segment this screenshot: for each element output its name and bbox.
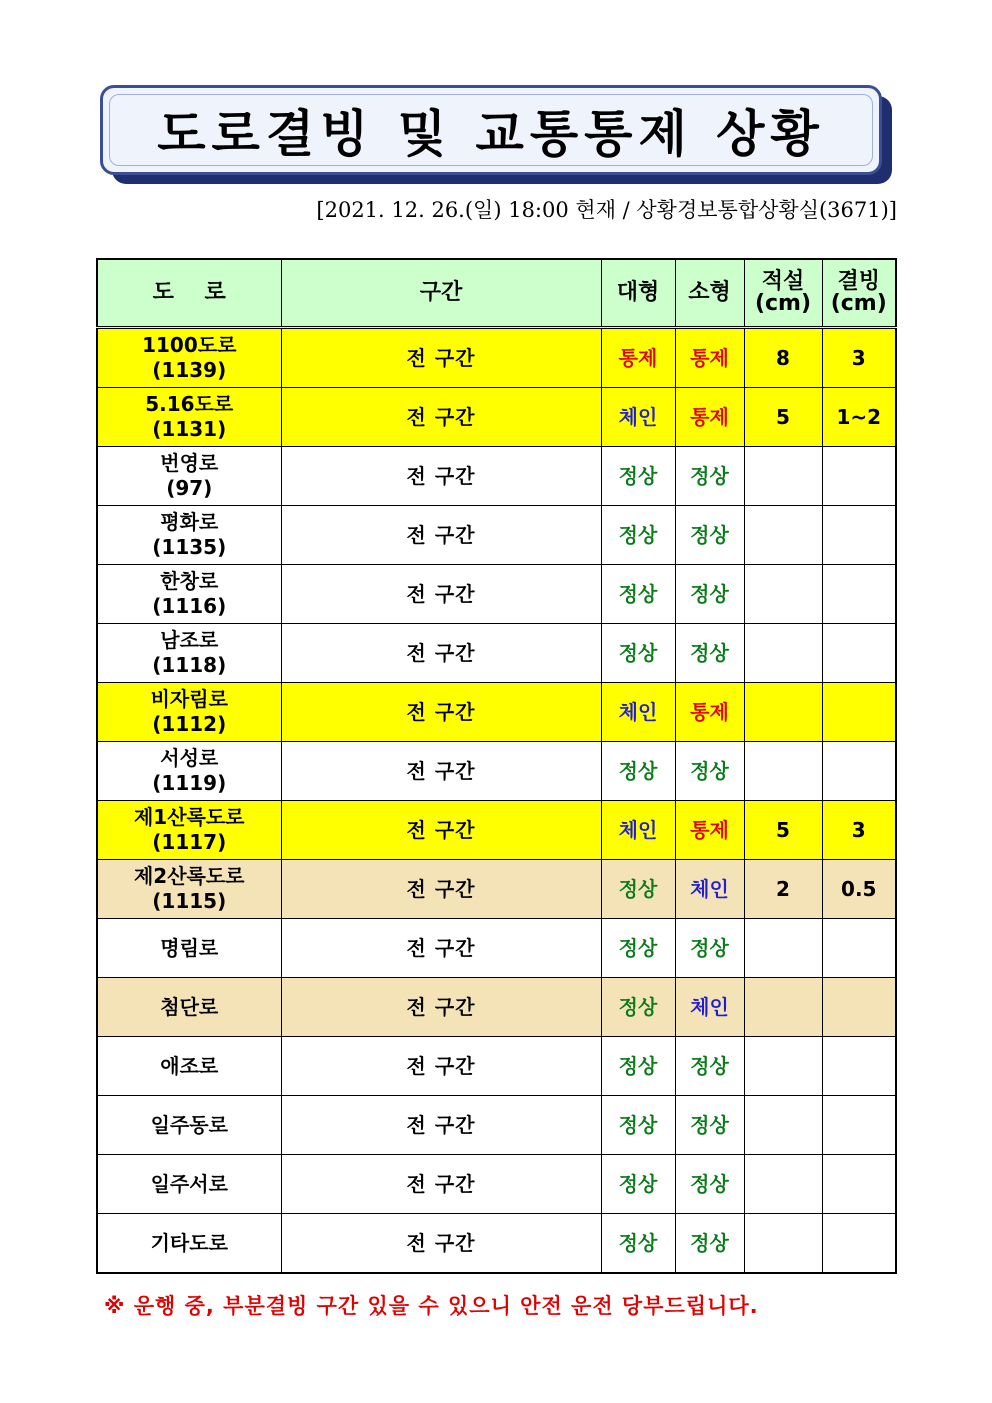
small-vehicle-status: 정상 xyxy=(675,1096,744,1155)
road-cell xyxy=(97,801,281,860)
road-name: 남조로 xyxy=(160,628,219,652)
road-name: 번영로 xyxy=(160,451,219,475)
title-banner xyxy=(100,85,882,175)
table-row xyxy=(97,328,896,388)
ice-depth xyxy=(822,919,896,978)
section-cell: 전 구간 xyxy=(281,742,601,801)
road-name: 첨단로 xyxy=(160,994,219,1019)
snow-depth xyxy=(744,742,822,801)
road-name: 서성로 xyxy=(160,746,219,770)
section-cell: 전 구간 xyxy=(281,328,601,388)
header-snow: 적설 (cm) xyxy=(744,259,822,328)
road-cell xyxy=(97,1037,281,1096)
large-vehicle-status: 정상 xyxy=(601,1155,675,1214)
table-row xyxy=(97,565,896,624)
ice-depth xyxy=(822,1096,896,1155)
small-vehicle-status: 통제 xyxy=(675,801,744,860)
ice-depth xyxy=(822,683,896,742)
large-vehicle-status: 정상 xyxy=(601,742,675,801)
section-cell: 전 구간 xyxy=(281,506,601,565)
snow-depth xyxy=(744,978,822,1037)
snow-depth xyxy=(744,1096,822,1155)
section-cell: 전 구간 xyxy=(281,683,601,742)
table-row xyxy=(97,978,896,1037)
snow-depth xyxy=(744,1155,822,1214)
road-cell xyxy=(97,860,281,919)
road-code: (1116) xyxy=(152,594,227,618)
small-vehicle-status: 정상 xyxy=(675,742,744,801)
report-timestamp: [2021. 12. 26.(일) 18:00 현재 / 상황경보통합상황실(3671)] xyxy=(316,198,897,222)
section-cell: 전 구간 xyxy=(281,624,601,683)
large-vehicle-status: 통제 xyxy=(601,328,675,388)
road-name: 명림로 xyxy=(160,935,219,960)
road-cell xyxy=(97,1155,281,1214)
snow-depth xyxy=(744,447,822,506)
road-name: 제1산록도로 xyxy=(133,805,245,829)
section-cell: 전 구간 xyxy=(281,860,601,919)
ice-depth: 0.5 xyxy=(822,860,896,919)
ice-depth: 1~2 xyxy=(822,388,896,447)
section-cell: 전 구간 xyxy=(281,1096,601,1155)
section-cell: 전 구간 xyxy=(281,447,601,506)
small-vehicle-status: 정상 xyxy=(675,565,744,624)
small-vehicle-status: 정상 xyxy=(675,624,744,683)
large-vehicle-status: 정상 xyxy=(601,624,675,683)
table-row xyxy=(97,801,896,860)
large-vehicle-status: 정상 xyxy=(601,1037,675,1096)
header-ice: 결빙 (cm) xyxy=(822,259,896,328)
header-section: 구간 xyxy=(281,259,601,328)
header-small: 소형 xyxy=(675,259,744,328)
ice-depth xyxy=(822,1214,896,1274)
table-body xyxy=(97,328,896,1274)
road-code: (1117) xyxy=(152,830,227,854)
ice-depth xyxy=(822,1155,896,1214)
small-vehicle-status: 정상 xyxy=(675,919,744,978)
snow-depth xyxy=(744,683,822,742)
snow-depth: 5 xyxy=(744,388,822,447)
road-code: (1131) xyxy=(152,417,227,441)
road-code: (1112) xyxy=(152,712,227,736)
table-row xyxy=(97,742,896,801)
section-cell: 전 구간 xyxy=(281,388,601,447)
table-row xyxy=(97,624,896,683)
ice-depth xyxy=(822,624,896,683)
road-code: (1139) xyxy=(152,358,227,382)
small-vehicle-status: 정상 xyxy=(675,1155,744,1214)
small-vehicle-status: 정상 xyxy=(675,447,744,506)
road-cell xyxy=(97,1096,281,1155)
safety-footnote: ※ 운행 중, 부분결빙 구간 있을 수 있으니 안전 운전 당부드립니다. xyxy=(104,1294,759,1318)
road-cell xyxy=(97,565,281,624)
large-vehicle-status: 정상 xyxy=(601,506,675,565)
snow-depth xyxy=(744,1214,822,1274)
road-cell xyxy=(97,978,281,1037)
section-cell: 전 구간 xyxy=(281,919,601,978)
road-cell xyxy=(97,683,281,742)
snow-depth: 2 xyxy=(744,860,822,919)
table-row xyxy=(97,1096,896,1155)
ice-depth xyxy=(822,447,896,506)
road-cell xyxy=(97,624,281,683)
table-row xyxy=(97,447,896,506)
large-vehicle-status: 체인 xyxy=(601,801,675,860)
small-vehicle-status: 정상 xyxy=(675,1214,744,1274)
ice-depth xyxy=(822,978,896,1037)
large-vehicle-status: 정상 xyxy=(601,978,675,1037)
page-title: 도로결빙 및 교통통제 상황 xyxy=(157,105,825,163)
ice-depth xyxy=(822,742,896,801)
header-road: 도 로 xyxy=(97,259,281,328)
road-code: (1118) xyxy=(152,653,227,677)
small-vehicle-status: 통제 xyxy=(675,388,744,447)
small-vehicle-status: 정상 xyxy=(675,1037,744,1096)
table-header-row xyxy=(97,259,896,328)
table-row xyxy=(97,860,896,919)
snow-depth: 5 xyxy=(744,801,822,860)
table-row xyxy=(97,683,896,742)
small-vehicle-status: 통제 xyxy=(675,683,744,742)
table-row xyxy=(97,1214,896,1274)
section-cell: 전 구간 xyxy=(281,1155,601,1214)
road-name: 일주서로 xyxy=(150,1171,228,1196)
road-code: (1119) xyxy=(152,771,227,795)
road-status-table xyxy=(96,258,897,1274)
road-name: 평화로 xyxy=(160,510,219,534)
ice-depth xyxy=(822,506,896,565)
ice-depth: 3 xyxy=(822,801,896,860)
snow-depth xyxy=(744,919,822,978)
road-name: 애조로 xyxy=(160,1053,219,1078)
section-cell: 전 구간 xyxy=(281,801,601,860)
road-cell xyxy=(97,919,281,978)
snow-depth xyxy=(744,1037,822,1096)
ice-depth: 3 xyxy=(822,328,896,388)
road-cell xyxy=(97,1214,281,1274)
road-name: 비자림로 xyxy=(150,687,228,711)
road-name: 제2산록도로 xyxy=(133,864,245,888)
road-cell xyxy=(97,328,281,388)
snow-depth: 8 xyxy=(744,328,822,388)
section-cell: 전 구간 xyxy=(281,1037,601,1096)
table-row xyxy=(97,1037,896,1096)
small-vehicle-status: 체인 xyxy=(675,978,744,1037)
road-code: (97) xyxy=(166,476,213,500)
road-cell xyxy=(97,388,281,447)
large-vehicle-status: 정상 xyxy=(601,860,675,919)
road-code: (1135) xyxy=(152,535,227,559)
snow-depth xyxy=(744,506,822,565)
road-name: 일주동로 xyxy=(150,1112,228,1137)
road-cell xyxy=(97,742,281,801)
section-cell: 전 구간 xyxy=(281,1214,601,1274)
road-name: 5.16도로 xyxy=(145,392,234,416)
table-row xyxy=(97,388,896,447)
road-name: 한창로 xyxy=(160,569,219,593)
large-vehicle-status: 정상 xyxy=(601,447,675,506)
section-cell: 전 구간 xyxy=(281,978,601,1037)
large-vehicle-status: 체인 xyxy=(601,388,675,447)
road-code: (1115) xyxy=(152,889,227,913)
road-name: 1100도로 xyxy=(142,333,237,357)
small-vehicle-status: 통제 xyxy=(675,328,744,388)
ice-depth xyxy=(822,1037,896,1096)
large-vehicle-status: 정상 xyxy=(601,1096,675,1155)
road-cell xyxy=(97,447,281,506)
small-vehicle-status: 체인 xyxy=(675,860,744,919)
ice-depth xyxy=(822,565,896,624)
header-large: 대형 xyxy=(601,259,675,328)
large-vehicle-status: 정상 xyxy=(601,565,675,624)
snow-depth xyxy=(744,624,822,683)
road-name: 기타도로 xyxy=(150,1230,228,1255)
section-cell: 전 구간 xyxy=(281,565,601,624)
table-row xyxy=(97,506,896,565)
snow-depth xyxy=(744,565,822,624)
road-cell xyxy=(97,506,281,565)
small-vehicle-status: 정상 xyxy=(675,506,744,565)
large-vehicle-status: 체인 xyxy=(601,683,675,742)
large-vehicle-status: 정상 xyxy=(601,1214,675,1274)
table-row xyxy=(97,919,896,978)
large-vehicle-status: 정상 xyxy=(601,919,675,978)
table-row xyxy=(97,1155,896,1214)
